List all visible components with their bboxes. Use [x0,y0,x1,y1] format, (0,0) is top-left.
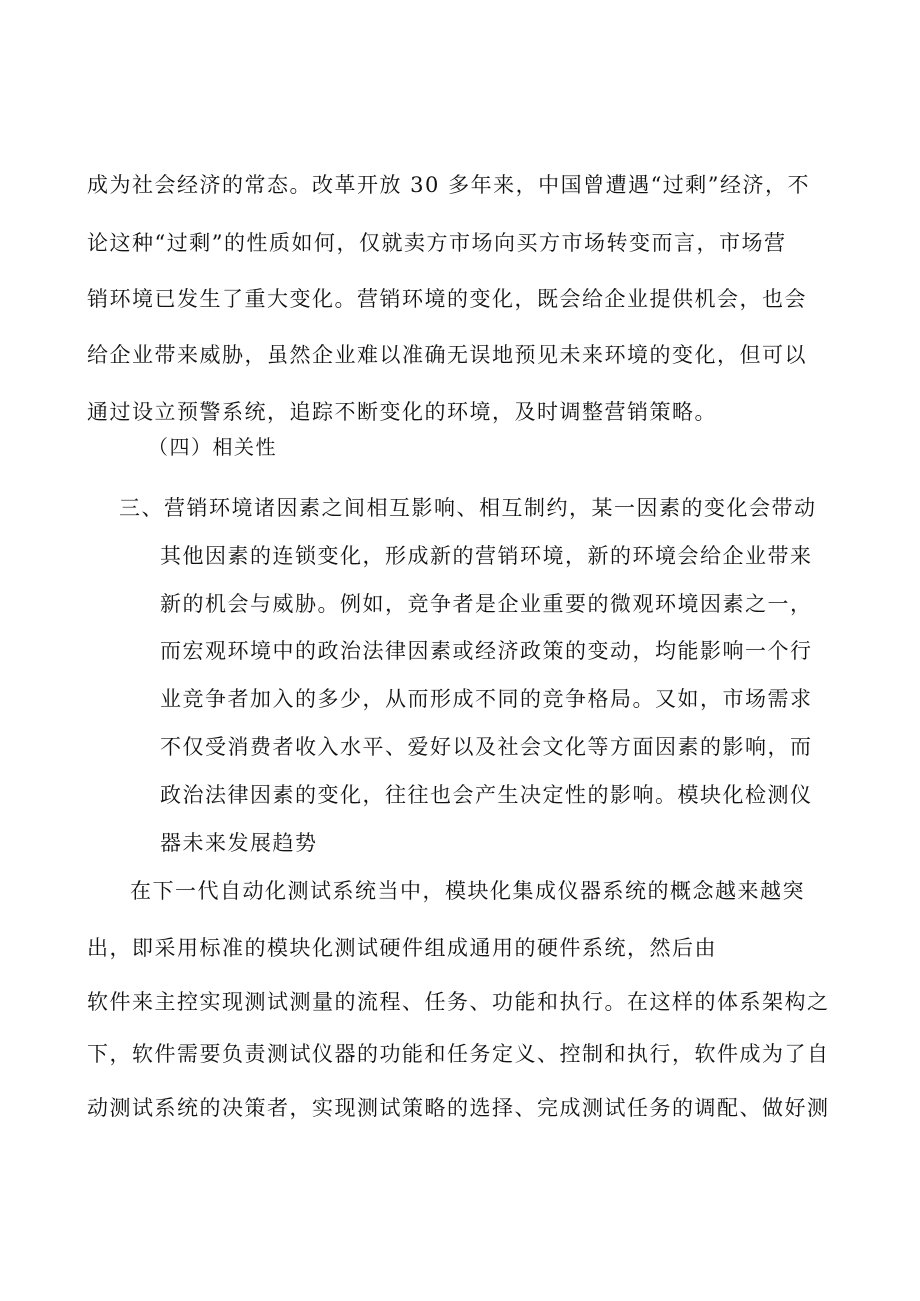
list-line: 而宏观环境中的政治法律因素或经济政策的变动，均能影响一个行 [160,639,813,663]
section-heading: （四）相关性 [148,435,277,459]
paragraph-line: 论这种“过剩”的性质如何，仅就卖方市场向买方市场转变而言，市场营 [87,231,787,255]
list-line: 三、营销环境诸因素之间相互影响、相互制约，某一因素的变化会带动 [119,496,817,520]
paragraph-line: 软件来主控实现测试测量的流程、任务、功能和执行。在这样的体系架构之 [87,990,830,1014]
list-line: 新的机会与威胁。例如，竞争者是企业重要的微观环境因素之一， [160,592,813,616]
paragraph-line: 通过设立预警系统，追踪不断变化的环境，及时调整营销策略。 [87,400,717,424]
paragraph-line: 销环境已发生了重大变化。营销环境的变化，既会给企业提供机会，也会 [87,287,807,311]
list-line: 其他因素的连锁变化，形成新的营销环境，新的环境会给企业带来 [160,544,813,568]
paragraph-line: 在下一代自动化测试系统当中，模块化集成仪器系统的概念越来越突 [130,879,805,903]
list-line: 器未来发展趋势 [160,831,318,855]
paragraph-line: 给企业带来威胁，虽然企业难以准确无误地预见未来环境的变化，但可以 [87,343,807,367]
paragraph-line: 出，即采用标准的模块化测试硬件组成通用的硬件系统，然后由 [87,936,717,960]
paragraph-line: 动测试系统的决策者，实现测试策略的选择、完成测试任务的调配、做好测 [87,1096,830,1120]
paragraph-line: 成为社会经济的常态。改革开放 30 多年来，中国曾遭遇“过剩”经济，不 [87,173,811,197]
list-line: 政治法律因素的变化，往往也会产生决定性的影响。模块化检测仪 [160,783,813,807]
list-line: 不仅受消费者收入水平、爱好以及社会文化等方面因素的影响，而 [160,735,813,759]
list-line: 业竞争者加入的多少，从而形成不同的竞争格局。又如，市场需求 [160,687,813,711]
paragraph-line: 下，软件需要负责测试仪器的功能和任务定义、控制和执行，软件成为了自 [87,1042,830,1066]
